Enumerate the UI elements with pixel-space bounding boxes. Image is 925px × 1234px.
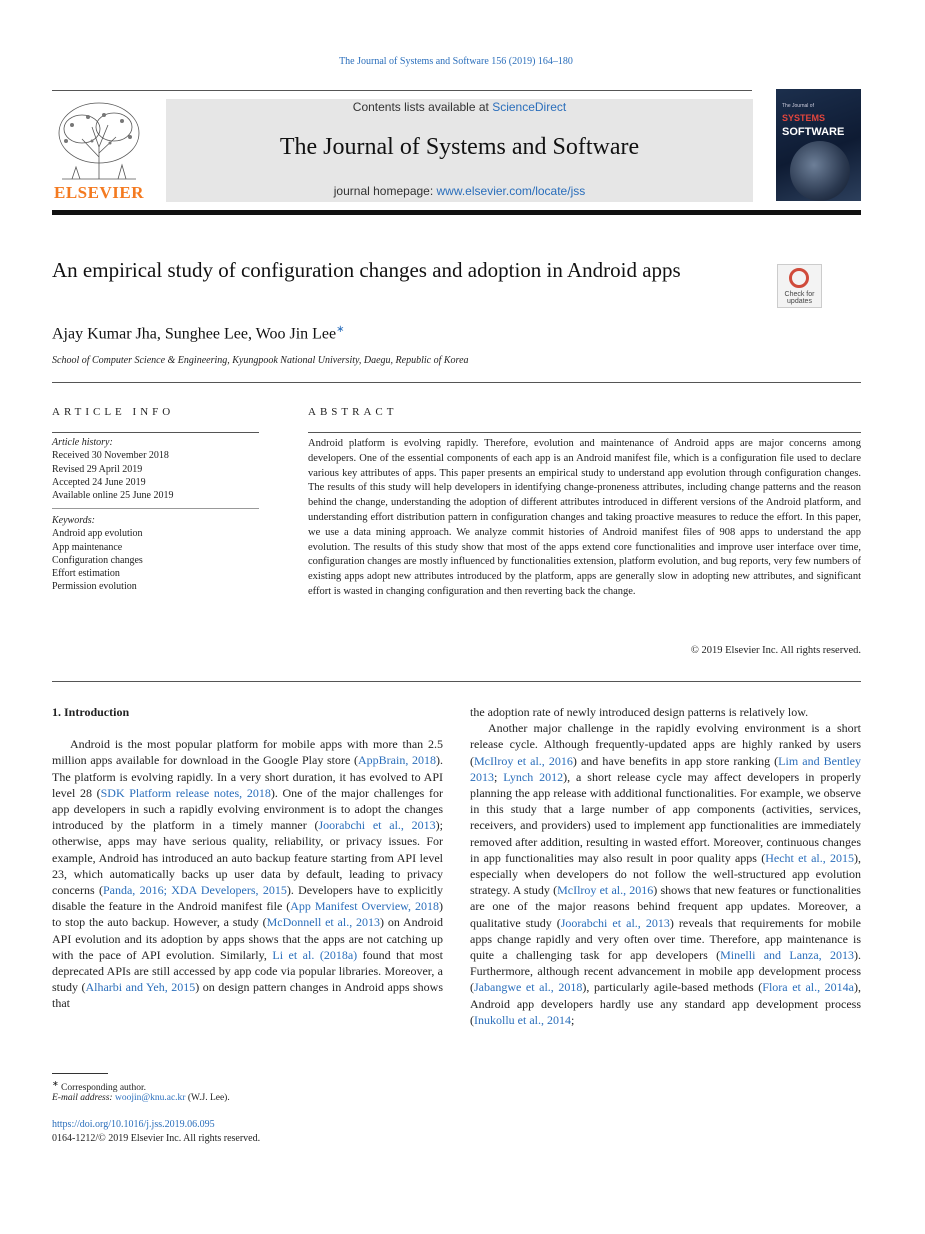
keyword: App maintenance: [52, 541, 123, 553]
author-names: Ajay Kumar Jha, Sunghee Lee, Woo Jin Lee: [52, 325, 337, 343]
article-info-heading: ARTICLE INFO: [52, 406, 175, 418]
doi-link[interactable]: https://doi.org/10.1016/j.jss.2019.06.095: [52, 1119, 215, 1130]
section-heading: 1. Introduction: [52, 705, 130, 719]
corresponding-footnote: [52, 1079, 146, 1093]
homepage-link[interactable]: www.elsevier.com/locate/jss: [436, 184, 586, 198]
footnote-mark: ∗: [52, 1079, 59, 1088]
abstract-text: Android platform is evolving rapidly. Therefore, evolution and maintenance of Android apps are major concerns among developers. One of the essential components of each app is an Android manifest file, which is a configuration file used to declare various key attributes of apps. This paper presents an empirical study to understand app evolution through configuration changes. The results of this study will help developers in identifying change-proneness attributes, including change patterns and the reason behind the change, understanding the adoption of different attributes introduced in different versions of the Android platform, and understanding effort distribution pattern in configuration changes and taking proactive measures to reduce the effort. In this paper, we use a data mining approach. We analyze commit histories of Android manifest files of 908 apps to understand the app evolution. The results of this study show that most of the apps extend core functionalities and improve user interface over time, configuration changes are mostly influenced by functionalities extension, platform evolution, and bug reports, very few numbers of existing apps adopt new attributes introduced by the platform, apps are generally slow in adopting new attributes, and significant effort is wasted in changing configuration and then reverting back the change.: [308, 438, 861, 597]
keywords: [52, 514, 259, 594]
divider: [52, 432, 259, 433]
history-item: Accepted 24 June 2019: [52, 476, 146, 488]
publisher-wordmark: ELSEVIER: [54, 183, 144, 202]
divider: [308, 432, 861, 433]
keyword: Permission evolution: [52, 581, 137, 593]
divider: [52, 681, 861, 682]
citation-link[interactable]: Jabangwe et al., 2018: [474, 980, 583, 995]
citation-link[interactable]: SDK Platform release notes, 2018: [100, 785, 271, 800]
check-for-updates-button[interactable]: [777, 264, 822, 308]
corresponding-text: Corresponding author.: [61, 1083, 146, 1094]
citation-link[interactable]: Lim and Bentley 2013: [470, 753, 861, 784]
authors: [52, 324, 345, 343]
contents-prefix: Contents lists available at: [352, 100, 493, 114]
corresponding-author-mark[interactable]: ∗: [336, 324, 345, 335]
citation-link[interactable]: McIlroy et al., 2016: [474, 753, 573, 768]
history-item: Revised 29 April 2019: [52, 463, 143, 475]
cover-globe: [790, 141, 850, 201]
masthead-bottom-rule: [52, 210, 861, 215]
citation-link[interactable]: Inukollu et al., 2014: [474, 1012, 571, 1027]
email-suffix: (W.J. Lee).: [185, 1093, 230, 1103]
article-title: An empirical study of configuration changes and adoption in Android apps: [52, 258, 681, 282]
masthead-top-rule: [52, 90, 752, 91]
article-history: [52, 436, 259, 502]
cover-systems-text: SYSTEMS: [782, 113, 826, 123]
issn-line: 0164-1212/© 2019 Elsevier Inc. All rights reserved.: [52, 1133, 261, 1144]
citation-link[interactable]: McIlroy et al., 2016: [557, 883, 654, 898]
citation-link[interactable]: Lynch 2012: [503, 769, 564, 784]
email-link[interactable]: woojin@knu.ac.kr: [114, 1093, 186, 1103]
paragraph: Another major challenge in the rapidly evolving environment is a short release cycle. Although frequently-updated apps are highly ranked by users (McIlroy et al., 2016) and have benefits in app store ranking (Lim and Bentley 2013; Lynch 2012), a short release cycle may affect developers in properly planning the app release with additional functionalities. For example, we observe in this study that a large number of app components (activities, services, receivers, and providers) used to implement app functionalities are immediately removed after addition, resulting in wasted effort. Moreover, continuous changes in app functionalities may also result in poor quality apps (Hecht et al., 2015), especially when developers do not follow the well-structured app evolution strategy. A study (McIlroy et al., 2016) shows that new features or functionalities are one of the major reasons behind frequent app updates. Moreover, a qualitative study (Joorabchi et al., 2013) reveals that requirements for mobile apps change rapidly and very often over time. Therefore, app maintenance is quite a challenging task for app developers (Minelli and Lanza, 2013). Furthermore, although recent advancement in mobile app development process (Jabangwe et al., 2018), particularly agile-based methods (Flora et al., 2014a), Android app developers hardly use any standard app development process (Inukollu et al., 2014;: [470, 721, 862, 1027]
homepage-prefix: journal homepage:: [333, 184, 437, 198]
keyword: Effort estimation: [52, 568, 120, 580]
crossmark-icon: [789, 268, 809, 288]
paragraph: the adoption rate of newly introduced design patterns is relatively low.: [470, 705, 809, 719]
affiliation: School of Computer Science & Engineering, Kyungpook National University, Daegu, Republic of Korea: [52, 355, 469, 366]
journal-title: The Journal of Systems and Software: [279, 134, 640, 160]
history-item: Received 30 November 2018: [52, 450, 169, 462]
contents-line: [166, 100, 753, 114]
keywords-label: Keywords:: [52, 515, 95, 526]
abstract-heading: ABSTRACT: [308, 406, 398, 418]
citation-link[interactable]: App Manifest Overview, 2018: [290, 899, 439, 914]
citation-link[interactable]: McDonnell et al., 2013: [266, 915, 381, 930]
cover-small-text: The Journal of: [782, 103, 814, 109]
cover-software-text: SOFTWARE: [782, 126, 845, 138]
citation-link[interactable]: Joorabchi et al., 2013: [560, 915, 670, 930]
divider: [52, 382, 861, 383]
history-item: Available online 25 June 2019: [52, 490, 174, 502]
email-label: E-mail address:: [52, 1093, 115, 1103]
citation-link[interactable]: Li et al. (2018a): [272, 947, 358, 962]
paragraph: Android is the most popular platform for mobile apps with more than 2.5 million apps available for download in the Google Play store (AppBrain, 2018). The platform is evolving rapidly. In a very short duration, it has evolved to API level 28 (SDK Platform release notes, 2018). One of the major challenges for app developers in such a rapidly evolving environment is to adopt the changes introduced by the platform in a timely manner (Joorabchi et al., 2013); otherwise, apps may have serious quality, reliability, or privacy issues. For example, Android has introduced an auto backup feature starting from API level 23, which automatically backs up user data by default, leading to privacy concerns (Panda, 2016; XDA Developers, 2015). Developers have to explicitly disable the feature in the Android manifest file (App Manifest Overview, 2018) to stop the auto backup. However, a study (McDonnell et al., 2013) on Android API evolution and its adoption by apps shows that the apps are not catching up with the pace of API evolution. Similarly, Li et al. (2018a) found that most deprecated APIs are still accessed by app code via popular libraries. Moreover, a study (Alharbi and Yeh, 2015) on design pattern changes in Android apps shows that: [52, 737, 444, 1011]
citation-link[interactable]: Alharbi and Yeh, 2015: [85, 980, 196, 995]
citation-link[interactable]: Minelli and Lanza, 2013: [720, 948, 854, 963]
body-left-column: [52, 704, 443, 1012]
sciencedirect-link[interactable]: ScienceDirect: [492, 100, 567, 114]
citation-link[interactable]: AppBrain, 2018: [358, 753, 436, 768]
crossmark-label: Check for updates: [784, 291, 815, 305]
keyword: Android app evolution: [52, 528, 143, 540]
journal-cover-image[interactable]: [776, 89, 861, 201]
journal-citation[interactable]: The Journal of Systems and Software 156 (2019) 164–180: [339, 56, 573, 67]
citation-link[interactable]: Panda, 2016; XDA Developers, 2015: [102, 883, 287, 898]
divider: [52, 508, 259, 509]
citation-link[interactable]: Hecht et al., 2015: [765, 850, 854, 865]
homepage-line: [166, 184, 753, 198]
abstract-copyright: © 2019 Elsevier Inc. All rights reserved.: [690, 645, 861, 656]
email-footnote: [52, 1093, 230, 1103]
citation-link[interactable]: Joorabchi et al., 2013: [318, 818, 436, 833]
keyword: Configuration changes: [52, 554, 143, 566]
body-right-column: [470, 704, 861, 1028]
footnote-rule: [52, 1073, 108, 1074]
history-label: Article history:: [52, 437, 113, 448]
citation-link[interactable]: Flora et al., 2014a: [762, 980, 855, 995]
